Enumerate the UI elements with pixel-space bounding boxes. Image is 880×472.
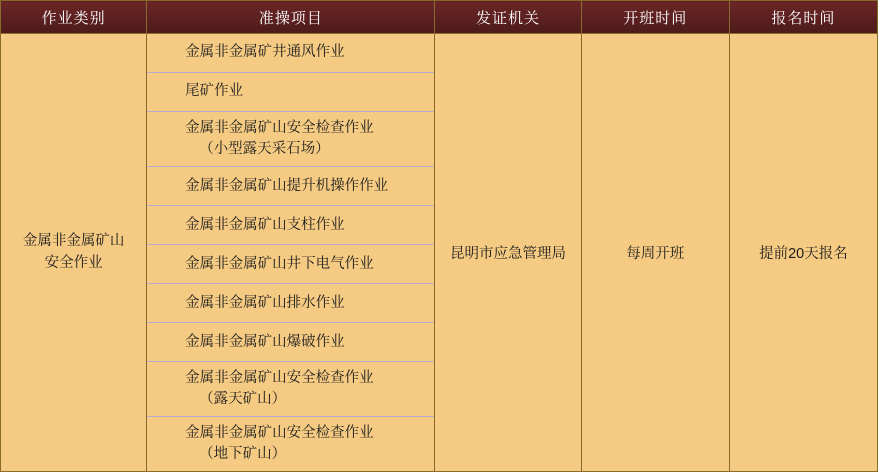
operation-item-line-2: （小型露天采石场） [199, 141, 330, 158]
operation-item-cell [147, 34, 434, 73]
list-item [147, 73, 434, 112]
cell-category [1, 34, 147, 472]
operation-item-line-1: 金属非金属矿山提升机操作作业 [185, 177, 389, 194]
operation-item-cell [147, 206, 434, 245]
list-item [147, 323, 434, 362]
list-item [147, 362, 434, 417]
table-header [1, 1, 878, 34]
list-item [147, 417, 434, 472]
header-cell-class-start-time: 开班时间 [581, 1, 729, 34]
header-cell-registration-time: 报名时间 [729, 1, 877, 34]
header-cell-category: 作业类别 [1, 1, 147, 34]
cell-operation-items [147, 34, 435, 472]
list-item [147, 34, 434, 73]
operation-item-line-1: 金属非金属矿山安全检查作业 [185, 425, 374, 442]
operation-item-cell [147, 167, 434, 206]
category-line-2: 安全作业 [44, 254, 103, 271]
category-line-1: 金属非金属矿山 [22, 232, 125, 249]
list-item [147, 245, 434, 284]
operation-item-line-1: 金属非金属矿山排水作业 [185, 294, 345, 311]
operation-item-line-1: 金属非金属矿山安全检查作业 [185, 120, 374, 136]
operation-item-line-1: 金属非金属矿山支柱作业 [185, 216, 345, 233]
list-item [147, 284, 434, 323]
operation-item-cell [147, 245, 434, 284]
list-item [147, 112, 434, 167]
list-item [147, 167, 434, 206]
cell-registration-time: 提前20天报名 [729, 34, 877, 472]
operation-items-table [147, 34, 434, 471]
list-item [147, 206, 434, 245]
operation-item-line-1: 金属非金属矿山安全检查作业 [185, 370, 374, 387]
operation-item-cell [147, 417, 434, 472]
operation-item-line-2: （地下矿山） [199, 446, 287, 463]
cell-class-start-time: 每周开班 [581, 34, 729, 472]
header-cell-issuing-authority: 发证机关 [435, 1, 581, 34]
operation-item-line-1: 金属非金属矿山井下电气作业 [185, 255, 374, 272]
operation-item-line-1: 金属非金属矿井通风作业 [185, 44, 345, 61]
operation-item-cell [147, 73, 434, 112]
operation-item-cell [147, 362, 434, 417]
operation-item-cell [147, 323, 434, 362]
cell-issuing-authority: 昆明市应急管理局 [435, 34, 581, 472]
table-body [1, 34, 878, 472]
operation-item-cell [147, 112, 434, 167]
table-row [1, 34, 878, 472]
header-row [1, 1, 878, 34]
header-cell-operation-items: 准操项目 [147, 1, 435, 34]
operation-item-cell [147, 284, 434, 323]
operation-item-line-2: （露天矿山） [199, 391, 287, 408]
operation-item-line-1: 尾矿作业 [185, 83, 244, 100]
operation-item-line-1: 金属非金属矿山爆破作业 [185, 333, 345, 350]
